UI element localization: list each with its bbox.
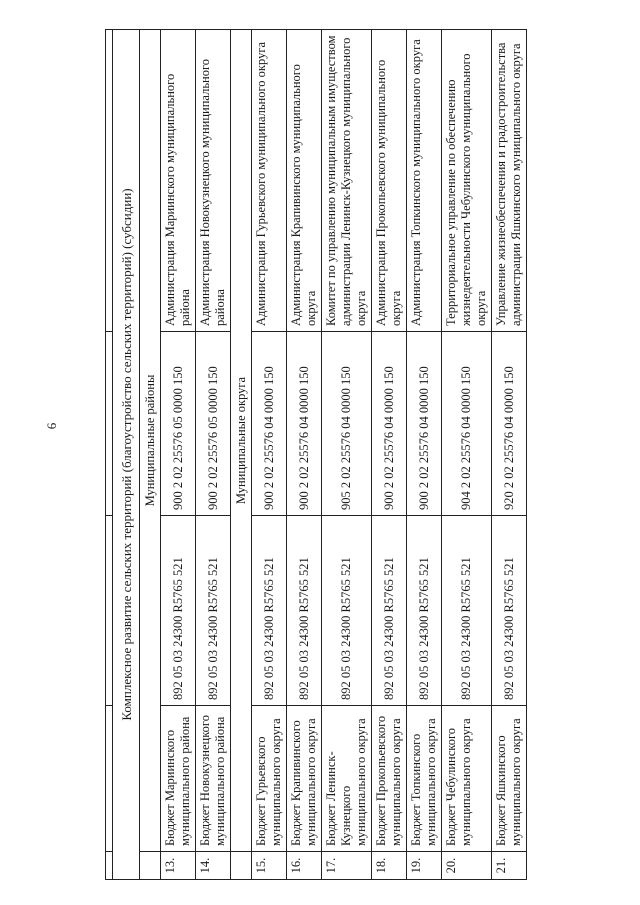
page-number: 6 [44,422,59,430]
revenue-code: 920 2 02 25576 04 0000 150 [492,332,527,516]
expense-code: 892 05 03 24300 R5765 521 [252,516,287,706]
row-number: 14. [196,852,231,880]
section-header-empty-cell [231,852,252,880]
table-row [492,30,527,880]
revenue-code: 900 2 02 25576 05 0000 150 [196,332,231,516]
administrator-name: Управление жизнеобеспечения и градостроительства администрации Яшкинского муниципального округа [492,30,527,332]
row-number: 13. [161,852,196,880]
expense-code: 892 05 03 24300 R5765 521 [442,516,492,706]
table-row [372,30,407,880]
expense-code: 892 05 03 24300 R5765 521 [372,516,407,706]
revenue-code: 900 2 02 25576 04 0000 150 [252,332,287,516]
budget-name: Бюджет Прокопьевского муниципального округа [372,706,407,852]
section-header-empty-cell [140,852,161,880]
rotated-table-container [105,30,580,880]
administrator-name: Администрация Крапивинского муниципального округа [287,30,322,332]
budget-name: Бюджет Новокузнецкого муниципального района [196,706,231,852]
expense-code: 892 05 03 24300 R5765 521 [492,516,527,706]
administrator-name: Администрация Топкинского муниципального округа [407,30,442,332]
budget-name: Бюджет Гурьевского муниципального округа [252,706,287,852]
table-row [252,30,287,880]
row-number: 16. [287,852,322,880]
table-title-row [113,30,140,880]
table-row [161,30,196,880]
revenue-code: 900 2 02 25576 04 0000 150 [372,332,407,516]
table-title: Комплексное развитие сельских территорий (благоустройство сельских территорий) (субсидии) [113,30,140,880]
section-header-row [140,30,161,880]
administrator-name: Администрация Гурьевского муниципального округа [252,30,287,332]
row-number: 20. [442,852,492,880]
budget-name: Бюджет Крапивинского муниципального округа [287,706,322,852]
budget-name: Бюджет Яшкинского муниципального округа [492,706,527,852]
administrator-name: Территориальное управление по обеспечению жизнедеятельности Чебулинского муниципального округа [442,30,492,332]
row-number: 17. [322,852,372,880]
expense-code: 892 05 03 24300 R5765 521 [322,516,372,706]
table-row [407,30,442,880]
budget-name: Бюджет Топкинского муниципального округа [407,706,442,852]
revenue-code: 900 2 02 25576 05 0000 150 [161,332,196,516]
subsidy-table [105,29,527,880]
row-number: 21. [492,852,527,880]
section-title: Муниципальные районы [140,30,161,852]
administrator-name: Администрация Прокопьевского муниципального округа [372,30,407,332]
expense-code: 892 05 03 24300 R5765 521 [196,516,231,706]
expense-code: 892 05 03 24300 R5765 521 [407,516,442,706]
table-row [196,30,231,880]
budget-name: Бюджет Мариинского муниципального района [161,706,196,852]
expense-code: 892 05 03 24300 R5765 521 [161,516,196,706]
revenue-code: 904 2 02 25576 04 0000 150 [442,332,492,516]
administrator-name: Администрация Мариинского муниципального района [161,30,196,332]
revenue-code: 905 2 02 25576 04 0000 150 [322,332,372,516]
revenue-code: 900 2 02 25576 04 0000 150 [287,332,322,516]
table-header-blank-row [106,30,113,880]
revenue-code: 900 2 02 25576 04 0000 150 [407,332,442,516]
row-number: 15. [252,852,287,880]
section-header-row [231,30,252,880]
section-title: Муниципальные округа [231,30,252,852]
administrator-name: Администрация Новокузнецкого муниципального района [196,30,231,332]
budget-name: Бюджет Чебулинского муниципального округа [442,706,492,852]
table-row [442,30,492,880]
subsidy-table-body [106,30,527,880]
table-row [322,30,372,880]
expense-code: 892 05 03 24300 R5765 521 [287,516,322,706]
row-number: 19. [407,852,442,880]
table-row [287,30,322,880]
budget-name: Бюджет Ленинск-Кузнецкого муниципального округа [322,706,372,852]
row-number: 18. [372,852,407,880]
administrator-name: Комитет по управлению муниципальным имуществом администрации Ленинск-Кузнецкого муниципального округа [322,30,372,332]
